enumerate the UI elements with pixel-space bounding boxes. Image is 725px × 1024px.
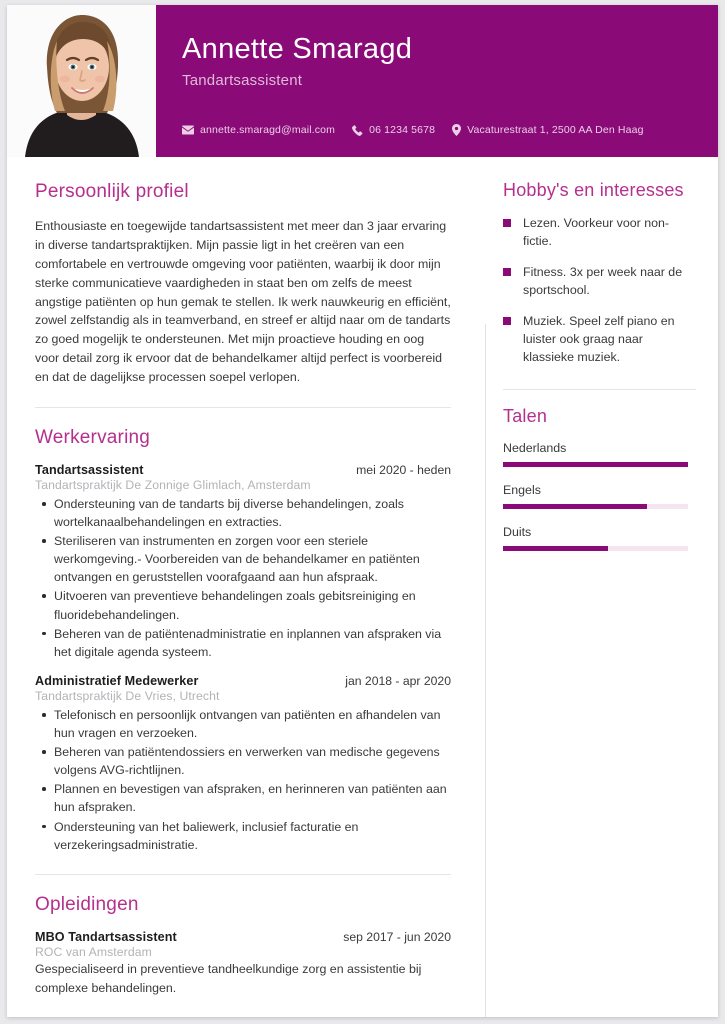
page-title: Annette Smaragd (182, 33, 413, 65)
section-title-profile: Persoonlijk profiel (35, 181, 189, 202)
section-title-languages: Talen (503, 405, 548, 426)
list-item: Ondersteuning van de tandarts bij diverse behandelingen, zoals wortelkanaalbehandelingen en extracties. (35, 495, 451, 531)
language-level-track (503, 504, 688, 509)
experience-org: Tandartspraktijk De Zonnige Glimlach, Amsterdam (35, 477, 311, 492)
avatar (7, 5, 156, 157)
list-item: Uitvoeren van preventieve behandelingen zoals gebitsreiniging en fluoridebehandelingen. (35, 587, 451, 623)
experience-bullet-list (35, 495, 451, 661)
language-item (503, 441, 696, 467)
education-degree: MBO Tandartsassistent (35, 929, 177, 944)
contact-phone-text: 06 1234 5678 (369, 124, 436, 136)
experience-org: Tandartspraktijk De Vries, Utrecht (35, 688, 220, 703)
language-level-fill (503, 546, 608, 551)
cv-page (7, 5, 718, 1017)
cv-header (7, 5, 718, 157)
language-level-track (503, 546, 688, 551)
education-date: sep 2017 - jun 2020 (343, 929, 451, 944)
contact-email-text: annette.smaragd@mail.com (200, 124, 336, 136)
divider-experience-education (35, 874, 451, 875)
contact-email[interactable] (182, 124, 335, 136)
experience-entry-head (35, 463, 451, 477)
section-profile (35, 180, 451, 387)
sidebar-column (479, 157, 718, 997)
list-item: Beheren van patiëntendossiers en verwerken van medische gegevens volgens AVG-richtlijnen. (35, 743, 451, 779)
envelope-icon (182, 125, 194, 135)
language-level-fill (503, 462, 688, 467)
contact-row (182, 124, 644, 136)
education-entry (35, 930, 451, 997)
education-description: Gespecialiseerd in preventieve tandheelkundige zorg en assistentie bij complexe behandelingen. (35, 961, 422, 995)
hobbies-list (503, 215, 696, 367)
section-education (35, 893, 451, 997)
contact-address[interactable] (452, 124, 644, 136)
experience-role: Administratief Medewerker (35, 673, 199, 688)
profile-photo-illustration (7, 5, 156, 157)
phone-icon (352, 125, 363, 136)
education-entry-head (35, 930, 451, 944)
experience-bullet-list (35, 706, 451, 854)
header-banner (156, 5, 718, 157)
section-experience (35, 426, 451, 854)
job-title: Tandartsassistent (182, 72, 303, 90)
list-item: Beheren van de patiëntenadministratie en inplannen van afspraken via het digitale agenda systeem. (35, 625, 451, 661)
language-name: Duits (503, 524, 532, 539)
language-name: Nederlands (503, 440, 567, 455)
list-item: Ondersteuning van het baliewerk, inclusief facturatie en verzekeringsadministratie. (35, 818, 451, 854)
language-name: Engels (503, 482, 541, 497)
education-school: ROC van Amsterdam (35, 944, 152, 959)
section-hobbies (503, 180, 696, 367)
main-column (7, 157, 479, 997)
location-pin-icon (452, 124, 461, 136)
section-languages (503, 406, 696, 551)
experience-date: mei 2020 - heden (356, 462, 451, 477)
language-item (503, 483, 696, 509)
experience-entry-head (35, 674, 451, 688)
cv-body (7, 157, 718, 997)
contact-phone[interactable] (352, 124, 435, 136)
experience-date: jan 2018 - apr 2020 (345, 673, 451, 688)
language-level-track (503, 462, 688, 467)
section-title-education: Opleidingen (35, 893, 139, 915)
list-item: Steriliseren van instrumenten en zorgen voor een steriele werkomgeving.- Voorbereiden van de behandelkamer en patiënten ontvangen en geruststellen voorafgaand aan hun afspraak. (35, 532, 451, 586)
profile-text: Enthousiaste en toegewijde tandartsassistent met meer dan 3 jaar ervaring in diverse tandartspraktijken. Mijn passie ligt in het creëren van een comfortabele en vertrouwde omgeving voor patiënten, waarbij ik door mijn sterke communicatieve vaardigheden in staat ben om zelfs de meest angstige patiënten op hun gemak te stellen. Ik werk nauwkeurig en efficiënt, zowel zelfstandig als in teamverband, en streef er altijd naar om de tandarts zo goed mogelijk te ondersteunen. Met mijn proactieve houding en oog voor detail zorg ik ervoor dat de behandelkamer altijd perfect is voorbereid en dat de dagelijkse processen soepel verlopen. (35, 219, 451, 384)
divider-profile-experience (35, 407, 451, 408)
list-item: Muziek. Speel zelf piano en luister ook graag naar klassieke muziek. (503, 313, 696, 367)
list-item: Plannen en bevestigen van afspraken, en herinneren van patiënten aan hun afspraken. (35, 780, 451, 816)
divider-hobbies-languages (503, 389, 696, 390)
contact-address-text: Vacaturestraat 1, 2500 AA Den Haag (467, 124, 644, 136)
list-item: Fitness. 3x per week naar de sportschool. (503, 264, 696, 300)
experience-role: Tandartsassistent (35, 462, 144, 477)
list-item: Telefonisch en persoonlijk ontvangen van patiënten en afhandelen van hun vragen en verzoeken. (35, 706, 451, 742)
experience-entry (35, 674, 451, 854)
experience-entry (35, 463, 451, 661)
section-title-experience: Werkervaring (35, 426, 151, 448)
language-level-fill (503, 504, 647, 509)
list-item: Lezen. Voorkeur voor non-fictie. (503, 215, 696, 251)
language-item (503, 525, 696, 551)
section-title-hobbies: Hobby's en interesses (503, 180, 684, 200)
